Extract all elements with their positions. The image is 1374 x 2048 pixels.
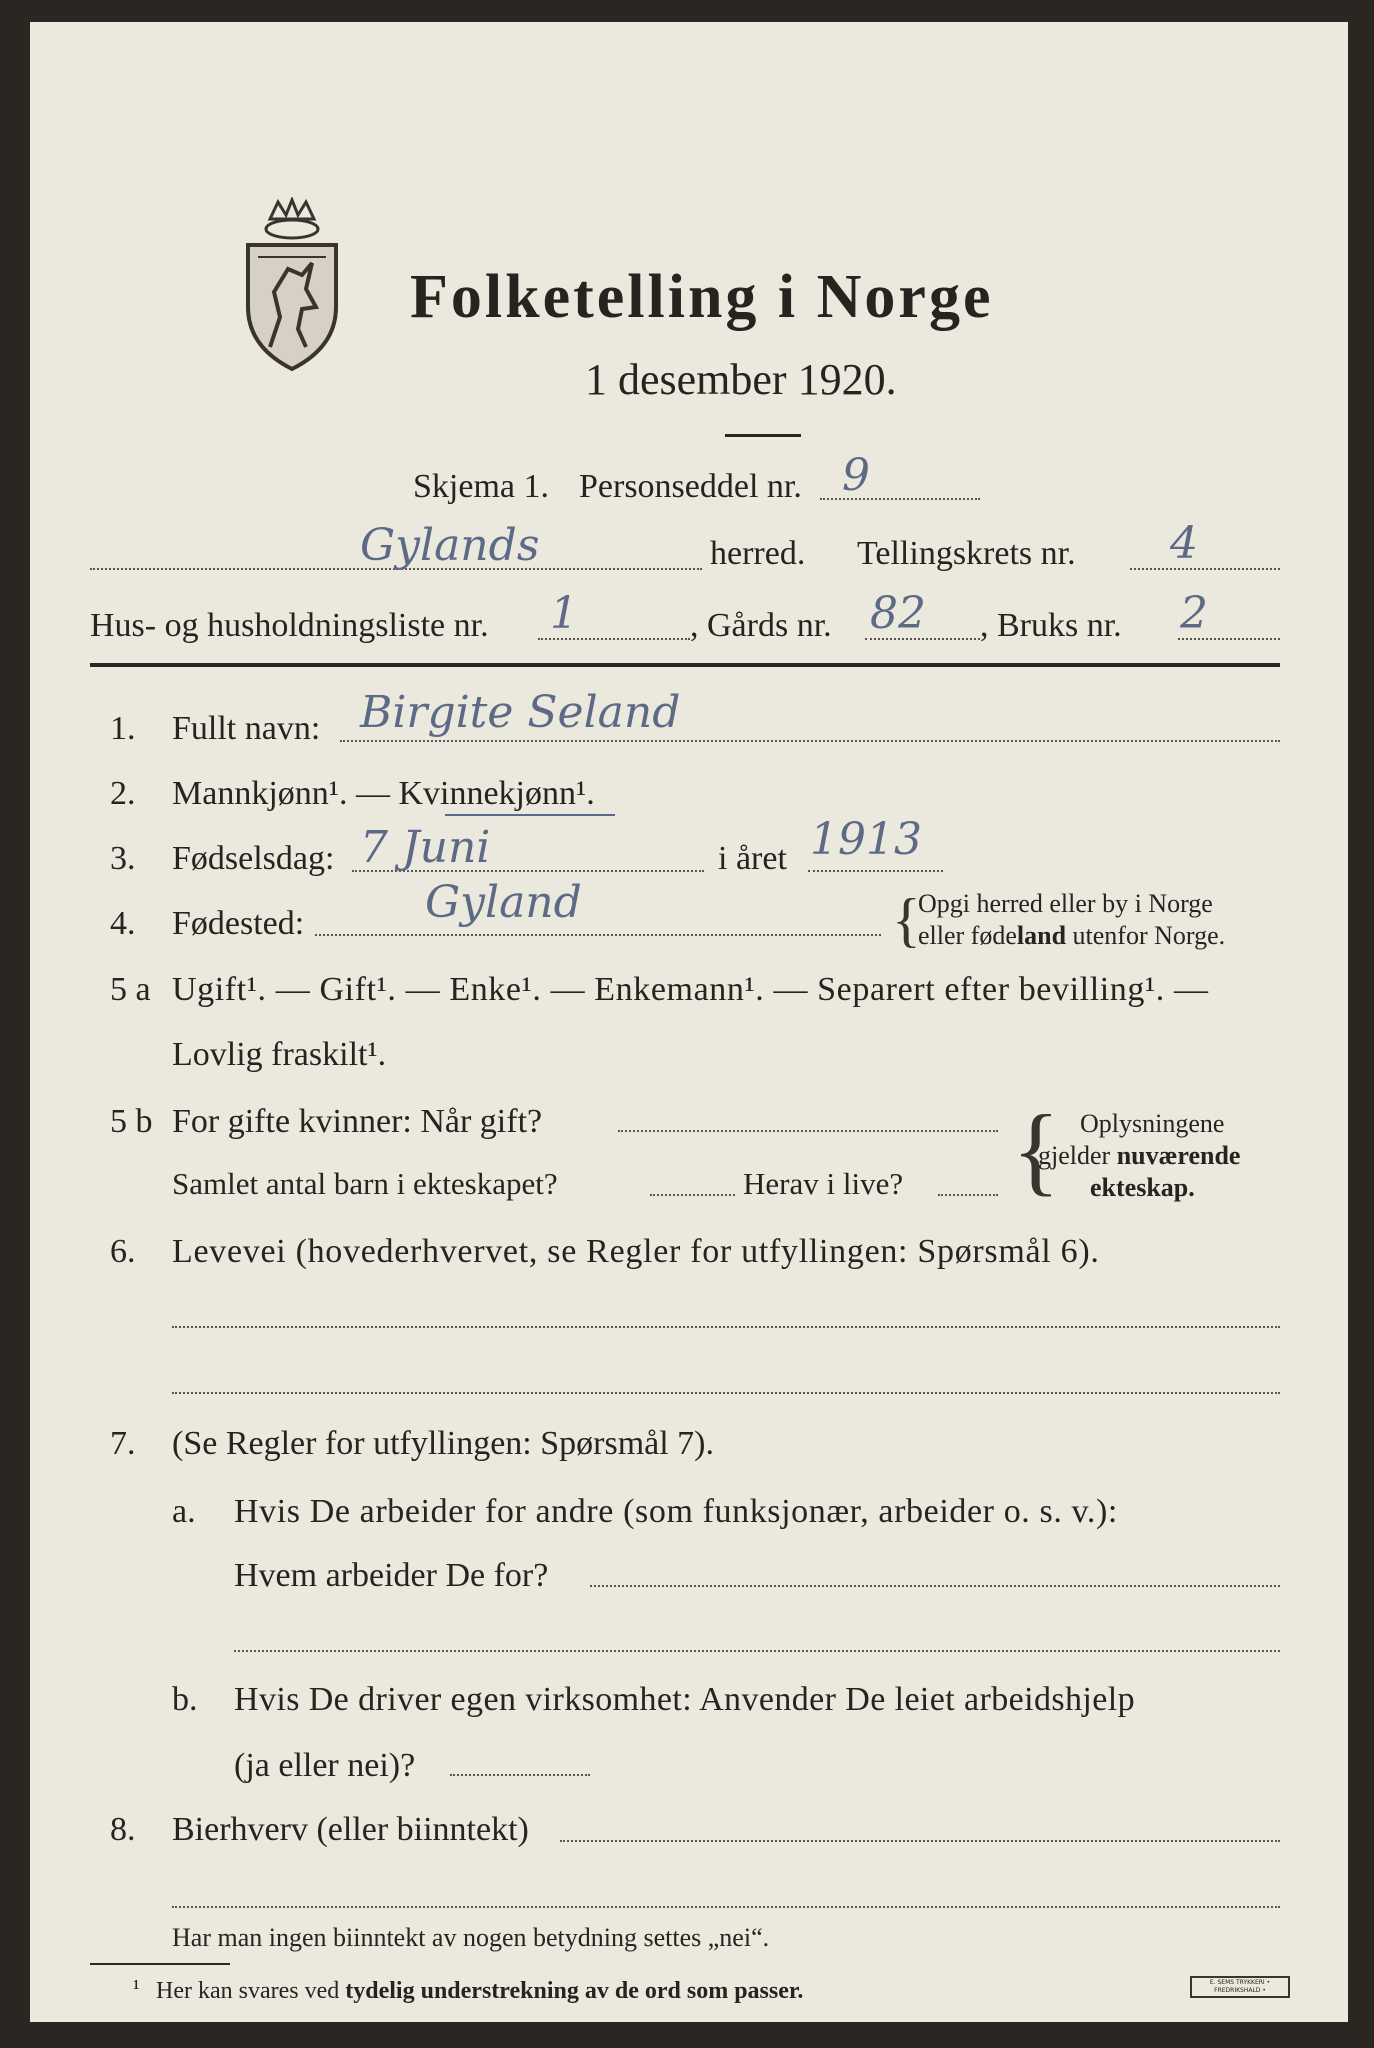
q4-note-part-a: eller føde <box>918 921 1017 950</box>
q5b-note-line2 <box>1038 1140 1240 1172</box>
footnote-rule <box>90 1963 230 1965</box>
personseddel-value: 9 <box>842 450 870 501</box>
q5b-number: 5 b <box>110 1103 153 1140</box>
q2-number: 2. <box>110 775 136 812</box>
q7a-field-line2[interactable] <box>234 1650 1280 1652</box>
footnote-text <box>156 1975 803 2007</box>
q3-year-label: i året <box>718 840 787 877</box>
q5b-married-field[interactable] <box>618 1130 998 1132</box>
gards-value: 82 <box>870 588 926 639</box>
personseddel-label: Personseddel nr. <box>579 468 802 505</box>
hus-value: 1 <box>550 588 578 639</box>
q2-label: Mannkjønn¹. — Kvinnekjønn¹. <box>172 775 595 812</box>
q6-number: 6. <box>110 1233 136 1270</box>
q8-field-line1[interactable] <box>560 1840 1280 1842</box>
q4-note-line2 <box>918 920 1225 952</box>
q5a-line1: Ugift¹. — Gift¹. — Enke¹. — Enkemann¹. — Separert efter bevilling¹. — <box>172 971 1209 1008</box>
herred-value: Gylands <box>360 520 540 571</box>
bruks-label: , Bruks nr. <box>980 607 1122 644</box>
printer-mark-text: E. SEMS TRYKKERI • FREDRIKSHALD • <box>1209 1979 1271 1994</box>
printer-mark <box>1190 1976 1290 1998</box>
q7b-line2: (ja eller nei)? <box>234 1747 416 1784</box>
q8-number: 8. <box>110 1811 136 1848</box>
q7a-letter: a. <box>172 1493 196 1530</box>
q6-label: Levevei (hovederhvervet, se Regler for utfyllingen: Spørsmål 6). <box>172 1233 1100 1270</box>
q4-note-part-bold: land <box>1016 921 1067 950</box>
q7-label: (Se Regler for utfyllingen: Spørsmål 7). <box>172 1425 715 1462</box>
q5b-children-field[interactable] <box>650 1194 735 1196</box>
q7a-line1: Hvis De arbeider for andre (som funksjonær, arbeider o. s. v.): <box>234 1493 1118 1530</box>
q3-year-field[interactable] <box>808 870 943 872</box>
census-form <box>30 22 1348 2022</box>
q8-label: Bierhverv (eller biinntekt) <box>172 1811 529 1848</box>
q7-number: 7. <box>110 1425 136 1462</box>
q1-number: 1. <box>110 710 136 747</box>
tellingskrets-value: 4 <box>1170 518 1198 569</box>
q8-note: Har man ingen biinntekt av nogen betydning settes „nei“. <box>172 1923 770 1952</box>
footnote-text-a: Her kan svares ved <box>156 1978 346 2004</box>
q4-note-line1: Opgi herred eller by i Norge <box>918 889 1213 918</box>
q5b-alive-field[interactable] <box>938 1194 998 1196</box>
q5b-line1: For gifte kvinner: Når gift? <box>172 1103 543 1140</box>
hus-label: Hus- og husholdningsliste nr. <box>90 607 489 644</box>
form-title: Folketelling i Norge <box>410 263 994 331</box>
q3-day-value: 7 Juni <box>360 822 491 873</box>
q2-underline <box>445 814 615 816</box>
skjema-label: Skjema 1. <box>413 468 549 505</box>
header-rule <box>90 663 1280 667</box>
q5b-note-part-a: gjelder <box>1038 1141 1117 1170</box>
q4-number: 4. <box>110 905 136 942</box>
q1-value: Birgite Seland <box>360 687 681 738</box>
tellingskrets-label: Tellingskrets nr. <box>857 535 1076 572</box>
q4-note-part-c: utenfor Norge. <box>1066 921 1226 950</box>
herred-label: herred. <box>710 535 806 572</box>
bruks-value: 2 <box>1180 588 1208 639</box>
q5b-note-line3: ekteskap. <box>1090 1173 1195 1202</box>
q7b-letter: b. <box>172 1681 198 1718</box>
q7a-field-line1[interactable] <box>590 1585 1280 1587</box>
q6-field-line2[interactable] <box>172 1392 1280 1394</box>
q5b-line2-b: Herav i live? <box>743 1166 904 1201</box>
q8-field-line2[interactable] <box>172 1906 1280 1908</box>
q4-value: Gyland <box>425 877 582 928</box>
q5b-note-line1: Oplysningene <box>1080 1109 1225 1138</box>
footnote-mark: ¹ <box>133 1975 140 2000</box>
form-date: 1 desember 1920. <box>585 355 897 404</box>
q5b-note-part-bold: nuværende <box>1116 1141 1241 1170</box>
q4-label: Fødested: <box>172 905 305 942</box>
q3-number: 3. <box>110 840 136 877</box>
q5a-line2: Lovlig fraskilt¹. <box>172 1036 387 1073</box>
gards-label: , Gårds nr. <box>690 607 832 644</box>
q5b-line2-a: Samlet antal barn i ekteskapet? <box>172 1166 558 1201</box>
q1-label: Fullt navn: <box>172 710 321 747</box>
q7a-line2: Hvem arbeider De for? <box>234 1557 549 1594</box>
q7b-line1: Hvis De driver egen virksomhet: Anvender De leiet arbeidshjelp <box>234 1681 1135 1718</box>
q5b-brace: { <box>1012 1094 1060 1205</box>
footnote-text-bold: tydelig understrekning av de ord som passer. <box>345 1978 804 2004</box>
q4-brace: { <box>892 887 921 953</box>
q4-field[interactable] <box>315 934 881 936</box>
tellingskrets-field[interactable] <box>1130 568 1280 570</box>
title-rule <box>725 434 801 437</box>
norway-coat-of-arms-icon <box>240 197 345 375</box>
q5a-number: 5 a <box>110 971 151 1008</box>
q6-field-line1[interactable] <box>172 1326 1280 1328</box>
q1-field[interactable] <box>340 740 1280 742</box>
q7b-field[interactable] <box>450 1774 590 1776</box>
q3-year-value: 1913 <box>810 814 922 865</box>
q3-label: Fødselsdag: <box>172 840 335 877</box>
